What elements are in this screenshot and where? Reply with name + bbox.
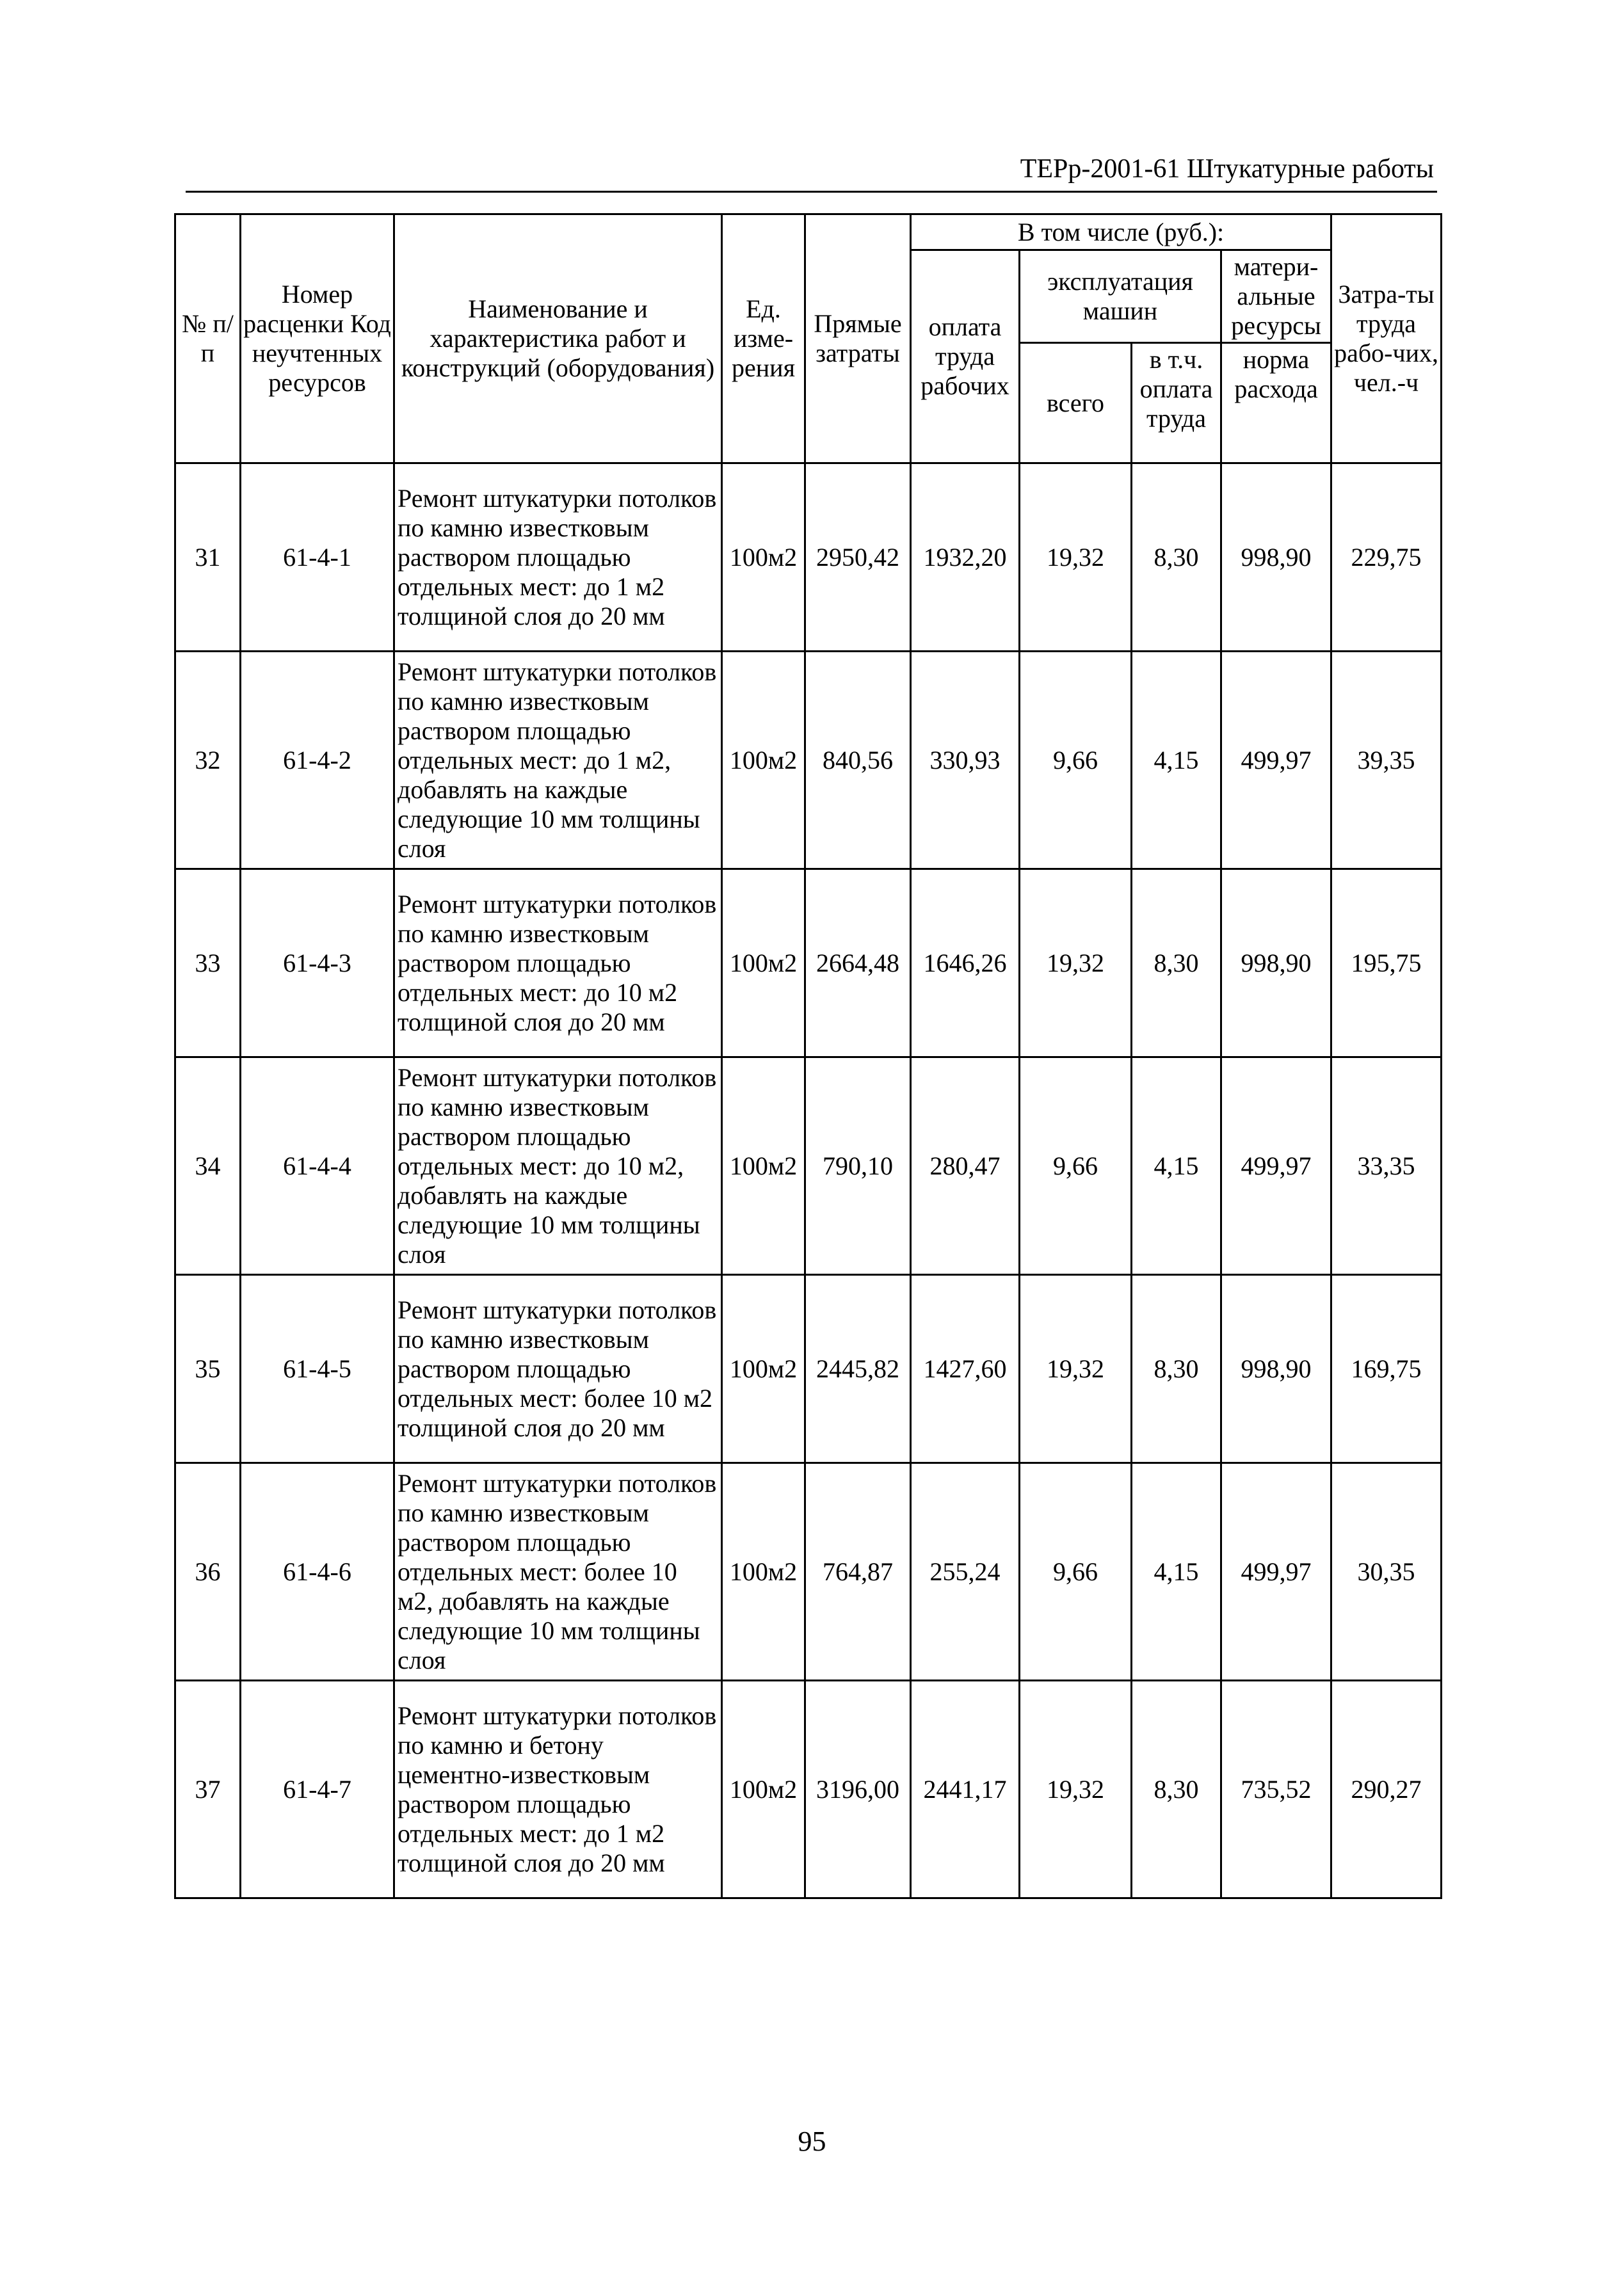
- page-number: 95: [798, 2126, 826, 2157]
- cell-code: 61-4-1: [241, 463, 394, 652]
- cell-num: 36: [175, 1463, 241, 1681]
- cell-unit: 100м2: [722, 1275, 805, 1463]
- cell-code: 61-4-4: [241, 1057, 394, 1275]
- cell-machines-labor: 4,15: [1132, 652, 1221, 869]
- cell-machines-total: 9,66: [1020, 1057, 1132, 1275]
- cell-num: 31: [175, 463, 241, 652]
- cell-direct-costs: 3196,00: [805, 1681, 911, 1898]
- cell-code: 61-4-6: [241, 1463, 394, 1681]
- cell-direct-costs: 2664,48: [805, 869, 911, 1057]
- header-labor-pay: оплата труда рабочих: [911, 250, 1020, 463]
- table-row: [175, 869, 1442, 1057]
- cell-machines-labor: 4,15: [1132, 1463, 1221, 1681]
- header-materials-norm: норма расхода: [1221, 343, 1331, 463]
- cell-name: Ремонт штукатурки потолков по камню и бетону цементно-известковым раствором площадью отдельных мест: до 1 м2 толщиной слоя до 20 мм: [394, 1681, 722, 1898]
- table-row: [175, 652, 1442, 869]
- cell-direct-costs: 2445,82: [805, 1275, 911, 1463]
- cell-num: 35: [175, 1275, 241, 1463]
- cell-machines-total: 9,66: [1020, 1463, 1132, 1681]
- rates-table: [174, 213, 1442, 1899]
- cell-machines-total: 19,32: [1020, 463, 1132, 652]
- cell-labor-pay: 2441,17: [911, 1681, 1020, 1898]
- cell-unit: 100м2: [722, 869, 805, 1057]
- cell-labor-pay: 1932,20: [911, 463, 1020, 652]
- table-header: [175, 214, 1442, 463]
- table-row: [175, 1057, 1442, 1275]
- cell-name: Ремонт штукатурки потолков по камню известковым раствором площадью отдельных мест: более 10 м2 толщиной слоя до 20 мм: [394, 1275, 722, 1463]
- cell-labor-pay: 280,47: [911, 1057, 1020, 1275]
- cell-machines-labor: 8,30: [1132, 463, 1221, 652]
- cell-direct-costs: 2950,42: [805, 463, 911, 652]
- cell-materials: 998,90: [1221, 869, 1331, 1057]
- cell-num: 33: [175, 869, 241, 1057]
- cell-labor-hours: 290,27: [1331, 1681, 1442, 1898]
- cell-direct-costs: 790,10: [805, 1057, 911, 1275]
- cell-unit: 100м2: [722, 1057, 805, 1275]
- header-machines-labor: в т.ч. оплата труда: [1132, 343, 1221, 463]
- table-body: [175, 463, 1442, 1898]
- table-row: [175, 1463, 1442, 1681]
- header-name: Наименование и характеристика работ и конструкций (оборудования): [394, 214, 722, 463]
- header-machines: эксплуатация машин: [1020, 250, 1221, 343]
- cell-name: Ремонт штукатурки потолков по камню известковым раствором площадью отдельных мест: до 1 м2 толщиной слоя до 20 мм: [394, 463, 722, 652]
- cell-unit: 100м2: [722, 1681, 805, 1898]
- cell-machines-total: 9,66: [1020, 652, 1132, 869]
- header-direct-costs: Прямые затраты: [805, 214, 911, 463]
- cell-machines-labor: 8,30: [1132, 1275, 1221, 1463]
- cell-machines-total: 19,32: [1020, 869, 1132, 1057]
- cell-name: Ремонт штукатурки потолков по камню известковым раствором площадью отдельных мест: до 10 м2, добавлять на каждые следующие 10 мм толщины слоя: [394, 1057, 722, 1275]
- cell-materials: 998,90: [1221, 463, 1331, 652]
- cell-labor-pay: 330,93: [911, 652, 1020, 869]
- cell-code: 61-4-7: [241, 1681, 394, 1898]
- cell-materials: 998,90: [1221, 1275, 1331, 1463]
- cell-labor-hours: 229,75: [1331, 463, 1442, 652]
- cell-name: Ремонт штукатурки потолков по камню известковым раствором площадью отдельных мест: более 10 м2, добавлять на каждые следующие 10 мм толщины слоя: [394, 1463, 722, 1681]
- header-materials: матери-альные ресурсы: [1221, 250, 1331, 343]
- document-header: ТЕРр-2001-61 Штукатурные работы: [1020, 154, 1434, 184]
- cell-num: 37: [175, 1681, 241, 1898]
- cell-machines-labor: 8,30: [1132, 1681, 1221, 1898]
- cell-materials: 499,97: [1221, 1463, 1331, 1681]
- cell-labor-hours: 39,35: [1331, 652, 1442, 869]
- table-row: [175, 1275, 1442, 1463]
- cell-name: Ремонт штукатурки потолков по камню известковым раствором площадью отдельных мест: до 10 м2 толщиной слоя до 20 мм: [394, 869, 722, 1057]
- cell-labor-hours: 30,35: [1331, 1463, 1442, 1681]
- table-row: [175, 463, 1442, 652]
- header-code: Номер расценки Код неучтенных ресурсов: [241, 214, 394, 463]
- header-including: В том числе (руб.):: [911, 214, 1331, 250]
- cell-unit: 100м2: [722, 652, 805, 869]
- cell-code: 61-4-2: [241, 652, 394, 869]
- header-machines-total: всего: [1020, 343, 1132, 463]
- cell-machines-labor: 8,30: [1132, 869, 1221, 1057]
- header-labor-hours: Затра-ты труда рабо-чих, чел.-ч: [1331, 214, 1442, 463]
- cell-materials: 499,97: [1221, 1057, 1331, 1275]
- cell-direct-costs: 764,87: [805, 1463, 911, 1681]
- cell-code: 61-4-3: [241, 869, 394, 1057]
- table-row: [175, 1681, 1442, 1898]
- cell-labor-pay: 1646,26: [911, 869, 1020, 1057]
- cell-materials: 735,52: [1221, 1681, 1331, 1898]
- cell-labor-hours: 195,75: [1331, 869, 1442, 1057]
- cell-machines-total: 19,32: [1020, 1275, 1132, 1463]
- cell-materials: 499,97: [1221, 652, 1331, 869]
- cell-labor-hours: 169,75: [1331, 1275, 1442, 1463]
- cell-labor-pay: 1427,60: [911, 1275, 1020, 1463]
- header-rule: [186, 191, 1437, 193]
- cell-labor-hours: 33,35: [1331, 1057, 1442, 1275]
- header-unit: Ед. изме-рения: [722, 214, 805, 463]
- cell-labor-pay: 255,24: [911, 1463, 1020, 1681]
- cell-num: 34: [175, 1057, 241, 1275]
- cell-num: 32: [175, 652, 241, 869]
- cell-name: Ремонт штукатурки потолков по камню известковым раствором площадью отдельных мест: до 1 м2, добавлять на каждые следующие 10 мм толщины слоя: [394, 652, 722, 869]
- cell-unit: 100м2: [722, 1463, 805, 1681]
- cell-machines-total: 19,32: [1020, 1681, 1132, 1898]
- cell-unit: 100м2: [722, 463, 805, 652]
- cell-direct-costs: 840,56: [805, 652, 911, 869]
- cell-code: 61-4-5: [241, 1275, 394, 1463]
- cell-machines-labor: 4,15: [1132, 1057, 1221, 1275]
- header-num: № п/п: [175, 214, 241, 463]
